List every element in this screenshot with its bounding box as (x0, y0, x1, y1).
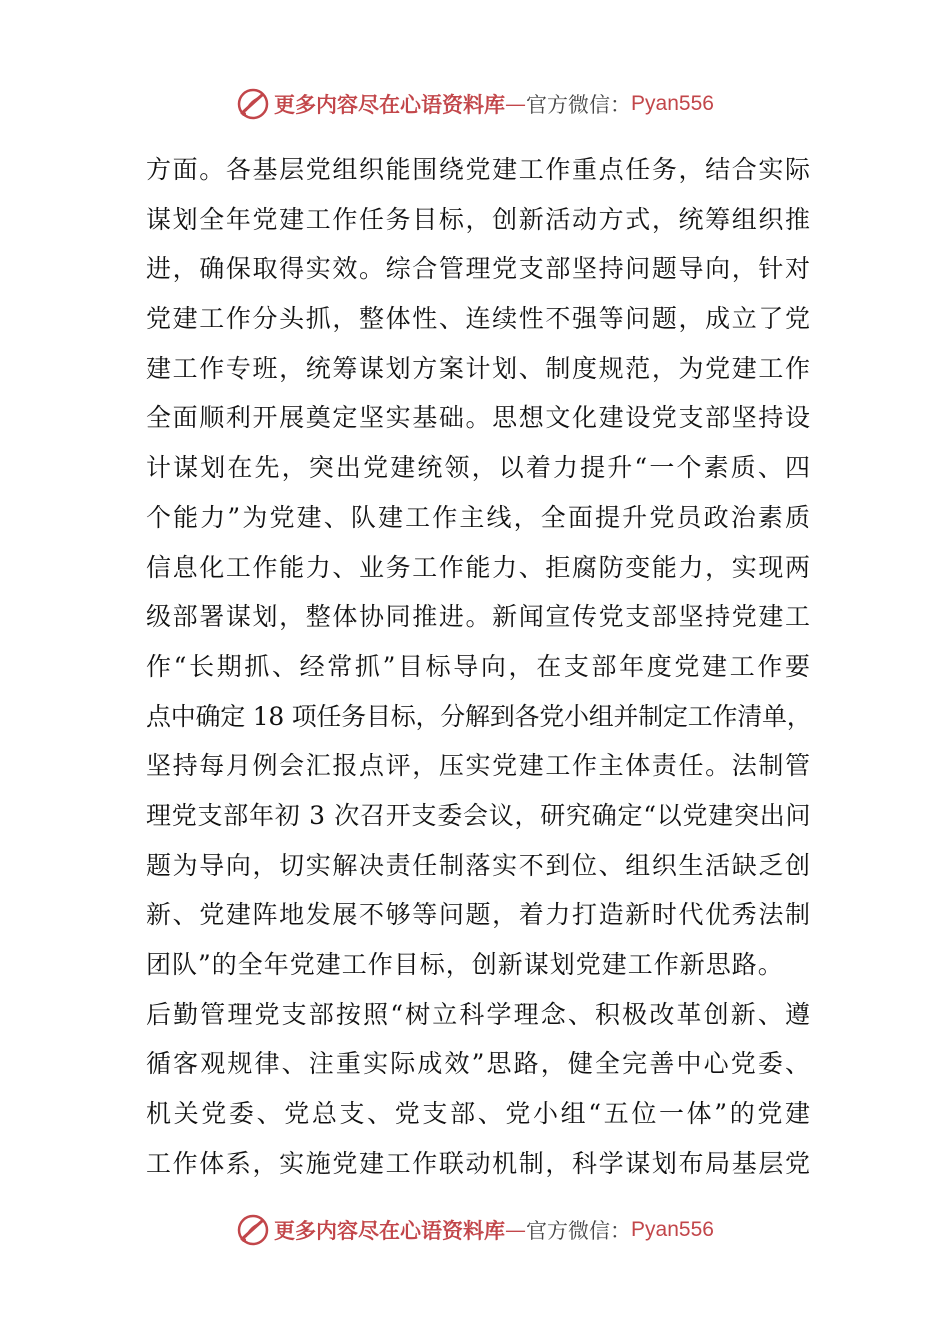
banner-wechat-id: Pyan556 (631, 92, 714, 115)
body-line: 坚持每月例会汇报点评，压实党建工作主体责任。法制管 (146, 751, 811, 781)
body-line: 作“长期抓、经常抓”目标导向，在支部年度党建工作要 (146, 651, 811, 681)
body-line: 级部署谋划，整体协同推进。新闻宣传党支部坚持党建工 (146, 602, 811, 632)
banner-dash: — (505, 92, 527, 116)
document-body (146, 145, 811, 1188)
body-line: 全面顺利开展奠定坚实基础。思想文化建设党支部坚持设 (146, 403, 811, 433)
body-line: 题为导向，切实解决责任制落实不到位、组织生活缺乏创 (146, 850, 811, 880)
footer-watermark-banner (0, 1210, 950, 1250)
banner-wechat-id: Pyan556 (631, 1218, 714, 1241)
body-line: 工作体系，实施党建工作联动机制，科学谋划布局基层党 (146, 1148, 811, 1178)
banner-dash: — (505, 1218, 527, 1242)
banner-official-label: 官方微信： (526, 1219, 632, 1243)
body-line: 个能力”为党建、队建工作主线，全面提升党员政治素质 (146, 502, 811, 532)
banner-official-label: 官方微信： (526, 93, 632, 117)
body-line: 新、党建阵地发展不够等问题，着力打造新时代优秀法制 (146, 900, 811, 930)
body-line: 党建工作分头抓，整体性、连续性不强等问题，成立了党 (146, 304, 811, 334)
banner-brand-text: 更多内容尽在心语资料库 (274, 1218, 506, 1243)
body-line: 团队”的全年党建工作目标，创新谋划党建工作新思路。 (146, 950, 784, 979)
banner-brand-text: 更多内容尽在心语资料库 (274, 92, 506, 117)
body-line: 建工作专班，统筹谋划方案计划、制度规范，为党建工作 (146, 353, 811, 383)
body-line: 机关党委、党总支、党支部、党小组“五位一体”的党建 (146, 1099, 811, 1129)
body-line: 点中确定 18 项任务目标，分解到各党小组并制定工作清单， (146, 701, 812, 731)
pen-circle-logo-icon (236, 87, 270, 121)
body-line: 信息化工作能力、业务工作能力、拒腐防变能力，实现两 (146, 552, 811, 582)
header-watermark-banner (0, 84, 950, 124)
body-line: 进，确保取得实效。综合管理党支部坚持问题导向，针对 (146, 254, 811, 284)
pen-circle-logo-icon (236, 1213, 270, 1247)
body-line: 循客观规律、注重实际成效”思路，健全完善中心党委、 (146, 1049, 811, 1079)
body-line: 理党支部年初 3 次召开支委会议，研究确定“以党建突出问 (146, 800, 811, 830)
body-line: 方面。各基层党组织能围绕党建工作重点任务，结合实际 (146, 155, 811, 184)
body-line: 谋划全年党建工作任务目标，创新活动方式，统筹组织推 (146, 204, 811, 234)
body-line: 计谋划在先，突出党建统领，以着力提升“一个素质、四 (146, 453, 811, 483)
body-line: 后勤管理党支部按照“树立科学理念、积极改革创新、遵 (146, 999, 811, 1029)
